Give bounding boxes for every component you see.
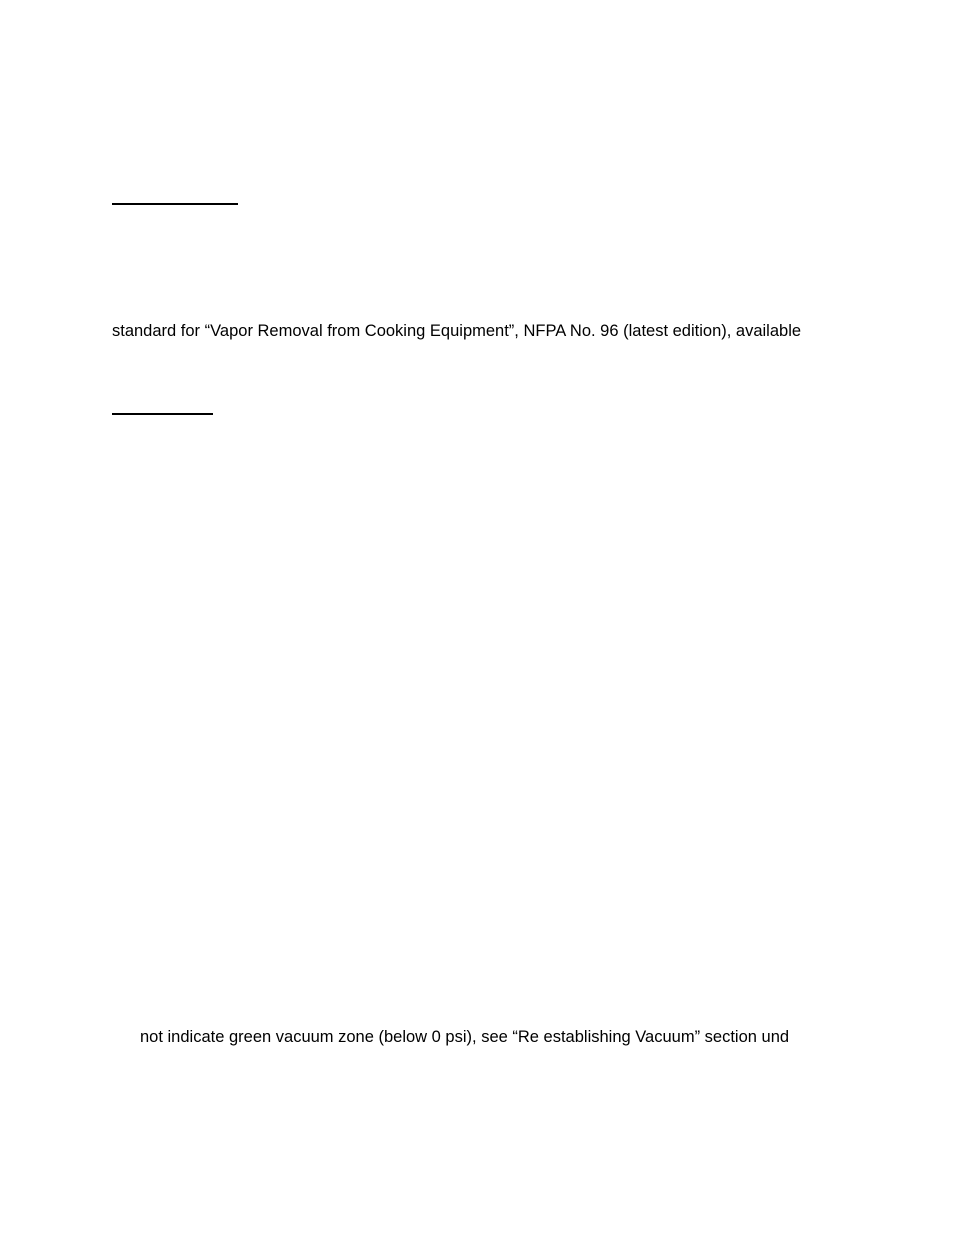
text-line-vacuum-zone: not indicate green vacuum zone (below 0 psi), see “Re establishing Vacuum” section und	[140, 1028, 790, 1046]
heading-underline	[112, 203, 238, 205]
text-line-nfpa-standard: standard for “Vapor Removal from Cooking Equipment”, NFPA No. 96 (latest edition), available	[112, 322, 802, 340]
heading-underline	[112, 413, 213, 415]
